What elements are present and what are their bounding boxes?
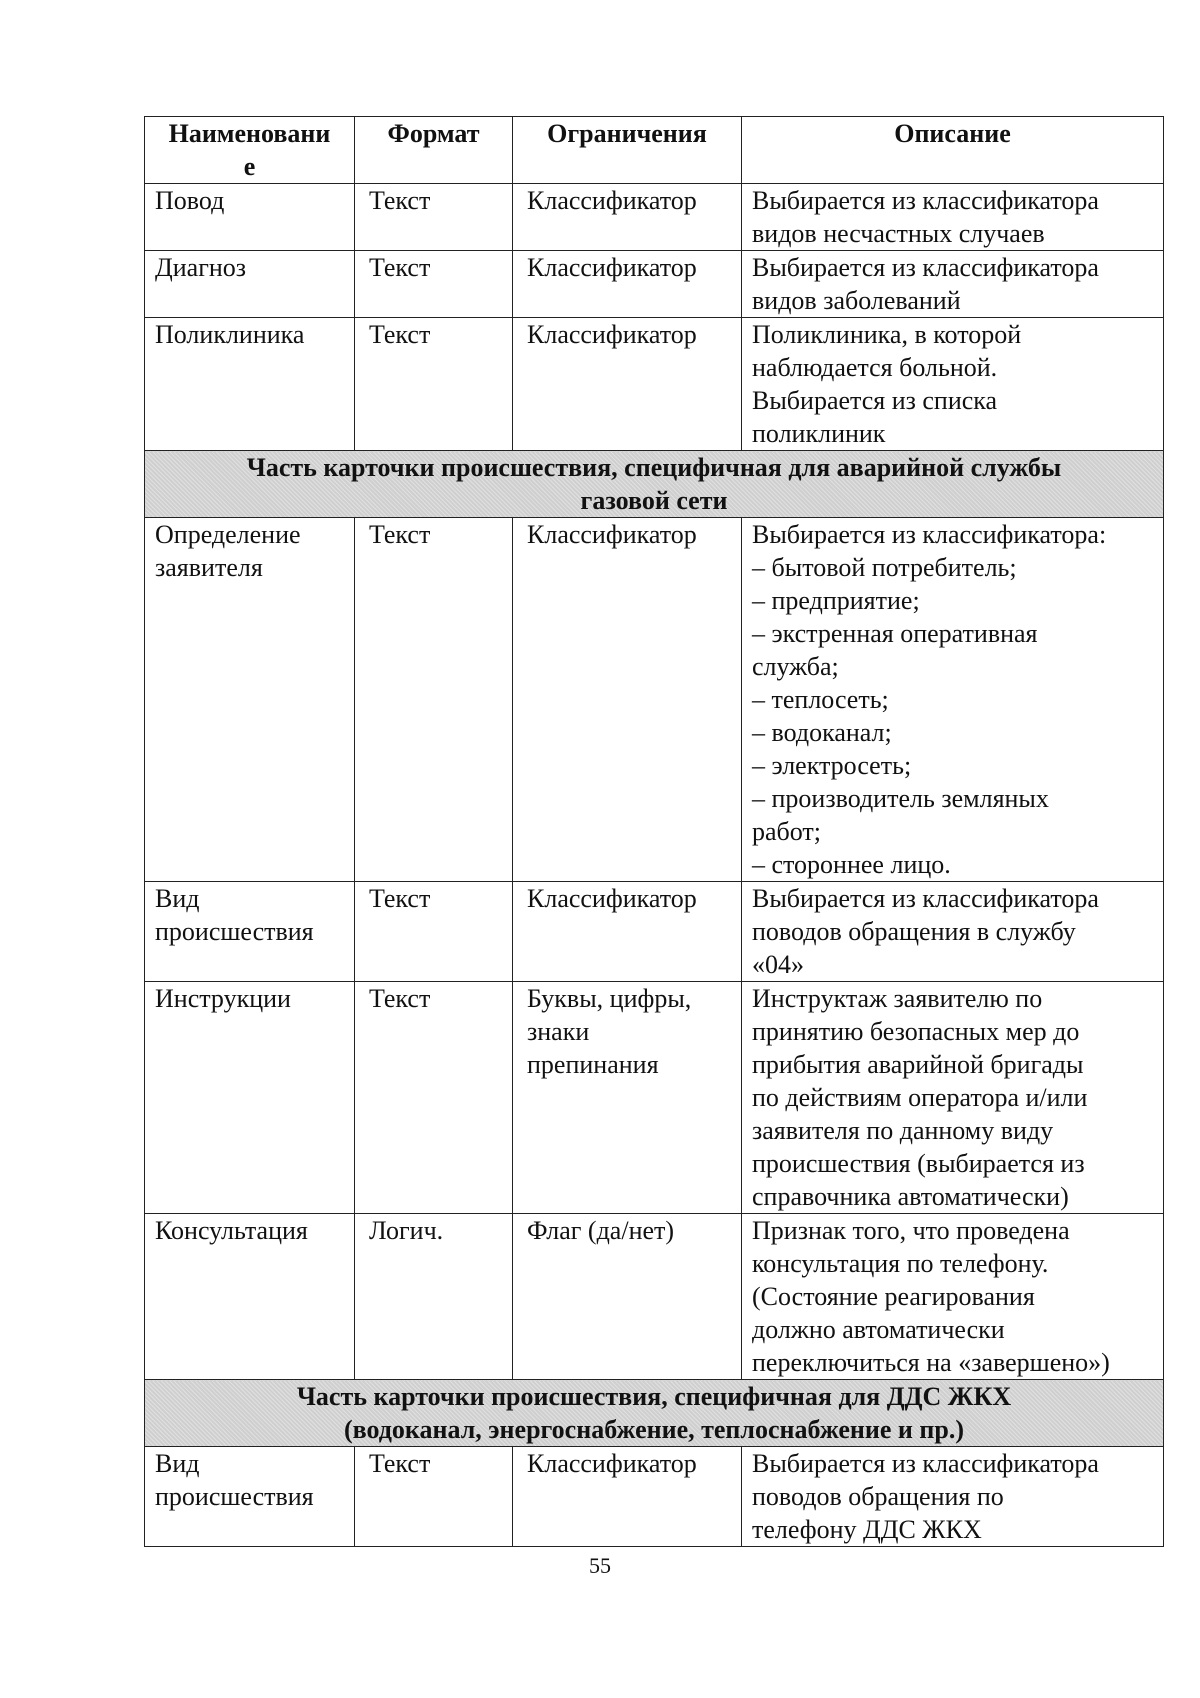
cell-restrictions: Классификатор [513, 518, 742, 882]
cell-name: Вид происшествия [145, 1447, 355, 1547]
table-row [145, 1214, 1164, 1380]
cell-restrictions: Классификатор [513, 184, 742, 251]
table-row [145, 882, 1164, 982]
cell-name: Диагноз [145, 251, 355, 318]
table-row [145, 1447, 1164, 1547]
header-restrictions: Ограничения [513, 117, 742, 184]
header-format: Формат [355, 117, 513, 184]
header-name: Наименовани е [145, 117, 355, 184]
cell-format: Текст [355, 882, 513, 982]
cell-description: Инструктаж заявителю по принятию безопасных мер до прибытия аварийной бригады по действиям оператора и/или заявителя по данному виду происшествия (выбирается из справочника автоматически) [742, 982, 1164, 1214]
cell-format: Текст [355, 1447, 513, 1547]
section-row [145, 1380, 1164, 1447]
cell-name: Определение заявителя [145, 518, 355, 882]
cell-restrictions: Классификатор [513, 882, 742, 982]
cell-description: Выбирается из классификатора видов несчастных случаев [742, 184, 1164, 251]
cell-restrictions: Классификатор [513, 251, 742, 318]
cell-format: Текст [355, 318, 513, 451]
table-body [145, 184, 1164, 1547]
cell-format: Текст [355, 184, 513, 251]
cell-restrictions: Классификатор [513, 1447, 742, 1547]
section-row [145, 451, 1164, 518]
cell-name: Повод [145, 184, 355, 251]
table-row [145, 982, 1164, 1214]
section-title-gas: Часть карточки происшествия, специфичная для аварийной службы газовой сети [145, 451, 1164, 518]
cell-format: Текст [355, 251, 513, 318]
table-row [145, 251, 1164, 318]
section-title-housing: Часть карточки происшествия, специфичная для ДДС ЖКХ (водоканал, энергоснабжение, теплоснабжение и пр.) [145, 1380, 1164, 1447]
cell-format: Текст [355, 982, 513, 1214]
cell-restrictions: Буквы, цифры, знаки препинания [513, 982, 742, 1214]
cell-restrictions: Классификатор [513, 318, 742, 451]
cell-description: Признак того, что проведена консультация по телефону. (Состояние реагирования должно автоматически переключиться на «завершено») [742, 1214, 1164, 1380]
cell-restrictions: Флаг (да/нет) [513, 1214, 742, 1380]
cell-name: Консультация [145, 1214, 355, 1380]
cell-description: Выбирается из классификатора поводов обращения в службу «04» [742, 882, 1164, 982]
cell-description: Выбирается из классификатора: – бытовой потребитель; – предприятие; – экстренная оперативная служба; – теплосеть; – водоканал; – электросеть; – производитель земляных работ; – стороннее лицо. [742, 518, 1164, 882]
table-row [145, 184, 1164, 251]
cell-description: Поликлиника, в которой наблюдается больной. Выбирается из списка поликлиник [742, 318, 1164, 451]
table-row [145, 518, 1164, 882]
cell-format: Логич. [355, 1214, 513, 1380]
cell-name: Вид происшествия [145, 882, 355, 982]
table-row [145, 318, 1164, 451]
table-header [145, 117, 1164, 184]
cell-name: Инструкции [145, 982, 355, 1214]
cell-description: Выбирается из классификатора видов заболеваний [742, 251, 1164, 318]
cell-description: Выбирается из классификатора поводов обращения по телефону ДДС ЖКХ [742, 1447, 1164, 1547]
page-number: 55 [589, 1553, 611, 1578]
header-row [145, 117, 1164, 184]
cell-name: Поликлиника [145, 318, 355, 451]
requirements-table [144, 116, 1164, 1547]
header-description: Описание [742, 117, 1164, 184]
cell-format: Текст [355, 518, 513, 882]
